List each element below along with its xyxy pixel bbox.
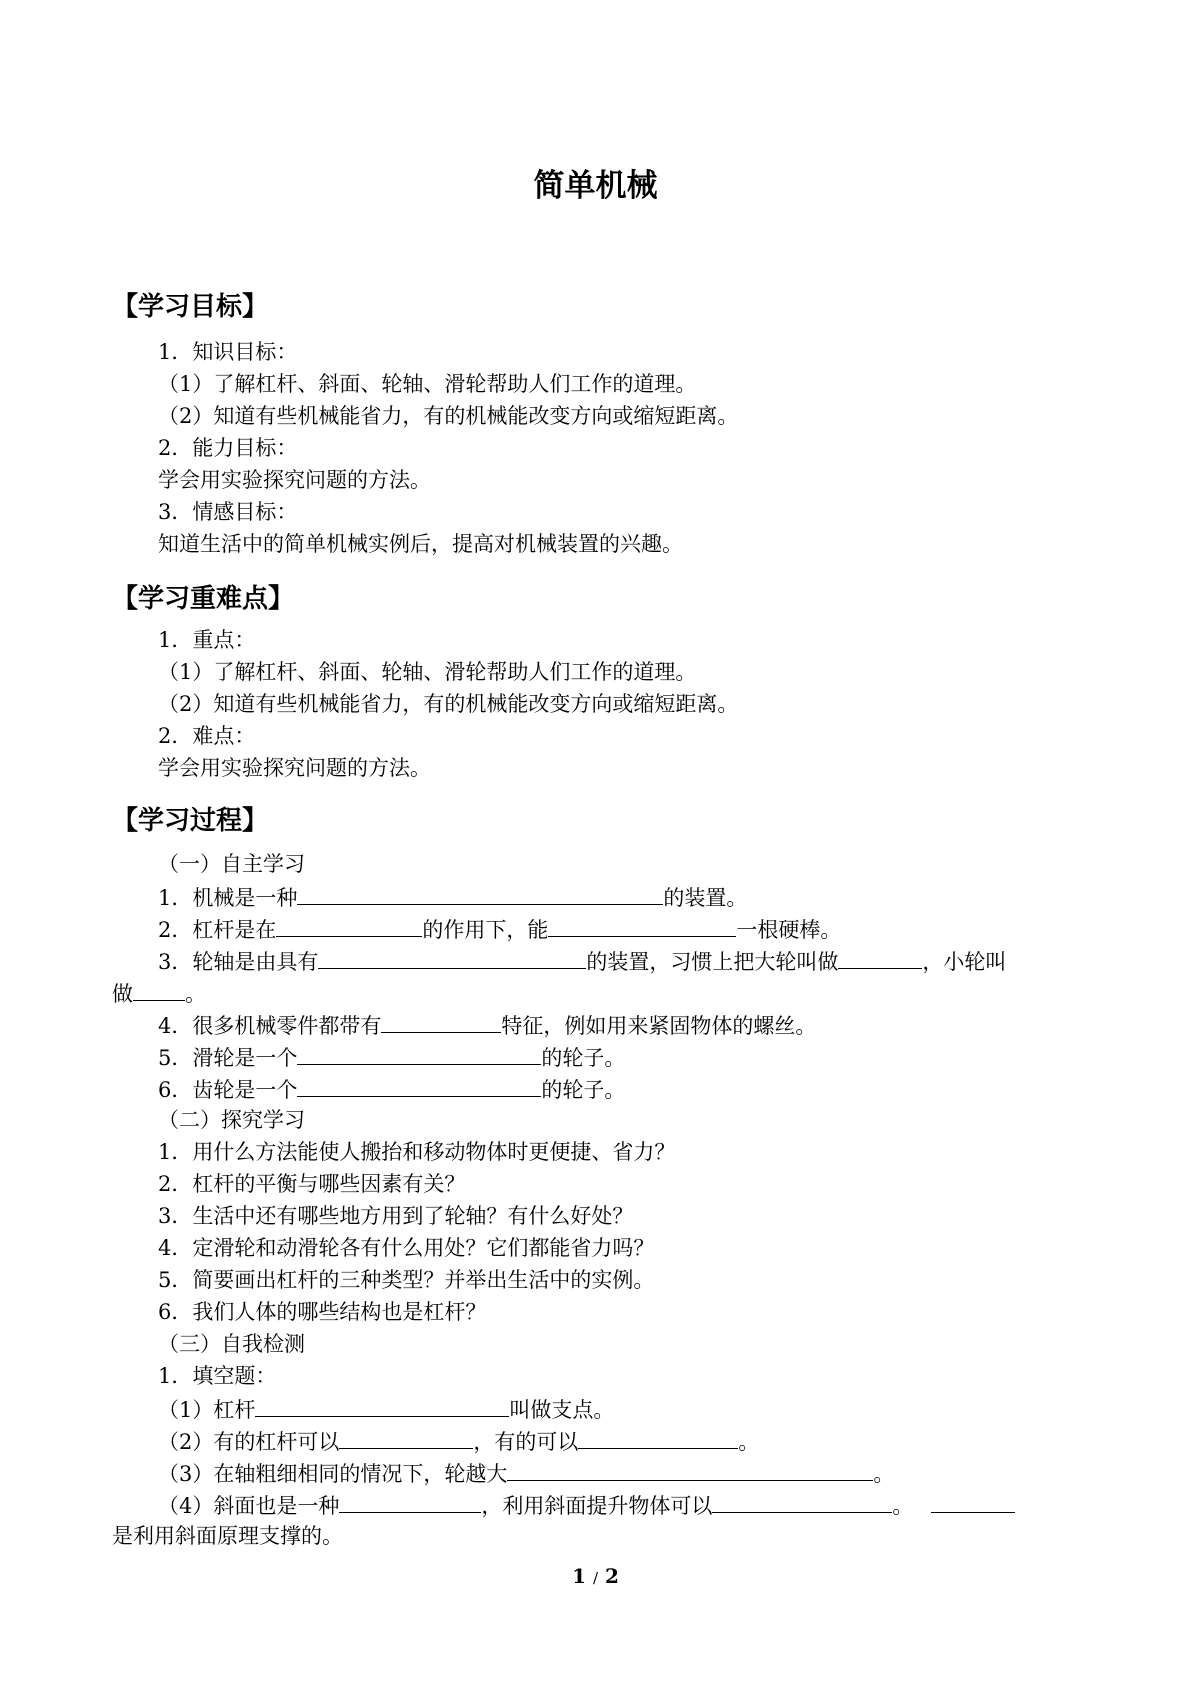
self-test-p4: （4）斜面也是一种 ，利用斜面提升物体可以 。 [158, 1490, 1015, 1520]
inquiry-q4: 4．定滑轮和动滑轮各有什么用处？它们都能省力吗？ [158, 1236, 655, 1260]
self-study-q2: 2．杠杆是在 的作用下，能 一根硬棒。 [158, 914, 841, 944]
self-test-p3: （3）在轴粗细相同的情况下，轮越大 。 [158, 1458, 894, 1488]
page-title: 简单机械 [533, 168, 658, 204]
answer-blank[interactable] [318, 946, 586, 969]
answer-blank[interactable] [297, 1074, 541, 1097]
goals-line-5: 学会用实验探究问题的方法。 [158, 468, 431, 492]
answer-blank[interactable] [931, 1490, 1015, 1513]
section-heading-goals: 【学习目标】 [112, 292, 269, 322]
key-points-line-3: （2）知道有些机械能省力，有的机械能改变方向或缩短距离。 [158, 692, 739, 716]
self-study-q5: 5．滑轮是一个 的轮子。 [158, 1042, 625, 1072]
key-points-line-1: 1．重点： [158, 628, 256, 652]
self-test-heading: （三）自我检测 [158, 1332, 305, 1356]
goals-line-3: （2）知道有些机械能省力，有的机械能改变方向或缩短距离。 [158, 404, 739, 428]
goals-line-1: 1．知识目标： [158, 340, 298, 364]
answer-blank[interactable] [548, 914, 736, 937]
key-points-line-4: 2．难点： [158, 724, 256, 748]
inquiry-q1: 1．用什么方法能使人搬抬和移动物体时更便捷、省力？ [158, 1140, 676, 1164]
goals-line-7: 知道生活中的简单机械实例后，提高对机械装置的兴趣。 [158, 532, 683, 556]
answer-blank[interactable] [276, 914, 422, 937]
answer-blank[interactable] [339, 1426, 473, 1449]
self-test-p1: （1）杠杆 叫做支点。 [158, 1394, 614, 1424]
section-heading-process: 【学习过程】 [112, 806, 269, 836]
self-study-q3: 3．轮轴是由具有 的装置，习惯上把大轮叫做 ，小轮叫 [158, 946, 1006, 976]
answer-blank[interactable] [507, 1458, 873, 1481]
self-test-q1: 1．填空题： [158, 1364, 277, 1388]
inquiry-q3: 3．生活中还有哪些地方用到了轮轴？有什么好处？ [158, 1204, 634, 1228]
answer-blank[interactable] [578, 1426, 738, 1449]
self-study-heading: （一）自主学习 [158, 852, 305, 876]
self-study-q3-continued: 做 。 [112, 978, 206, 1008]
goals-line-2: （1）了解杠杆、斜面、轮轴、滑轮帮助人们工作的道理。 [158, 372, 697, 396]
goals-line-6: 3．情感目标： [158, 500, 298, 524]
inquiry-q2: 2．杠杆的平衡与哪些因素有关？ [158, 1172, 466, 1196]
self-study-q4: 4．很多机械零件都带有 特征，例如用来紧固物体的螺丝。 [158, 1010, 816, 1040]
self-test-p2: （2）有的杠杆可以 ，有的可以 。 [158, 1426, 759, 1456]
page-number: 1 / 2 [572, 1564, 619, 1588]
answer-blank[interactable] [133, 978, 185, 1001]
inquiry-q6: 6．我们人体的哪些结构也是杠杆？ [158, 1300, 487, 1324]
answer-blank[interactable] [381, 1010, 501, 1033]
answer-blank[interactable] [297, 882, 663, 905]
answer-blank[interactable] [712, 1490, 892, 1513]
answer-blank[interactable] [297, 1042, 541, 1065]
key-points-line-5: 学会用实验探究问题的方法。 [158, 756, 431, 780]
self-test-p4-continued: 是利用斜面原理支撑的。 [112, 1524, 343, 1548]
self-study-q6: 6．齿轮是一个 的轮子。 [158, 1074, 625, 1104]
inquiry-heading: （二）探究学习 [158, 1108, 305, 1132]
key-points-line-2: （1）了解杠杆、斜面、轮轴、滑轮帮助人们工作的道理。 [158, 660, 697, 684]
inquiry-q5: 5．简要画出杠杆的三种类型？并举出生活中的实例。 [158, 1268, 655, 1292]
answer-blank[interactable] [255, 1394, 509, 1417]
section-heading-key-points: 【学习重难点】 [112, 584, 295, 614]
answer-blank[interactable] [339, 1490, 481, 1513]
answer-blank[interactable] [838, 946, 922, 969]
goals-line-4: 2．能力目标： [158, 436, 298, 460]
self-study-q1: 1．机械是一种 的装置。 [158, 882, 747, 912]
